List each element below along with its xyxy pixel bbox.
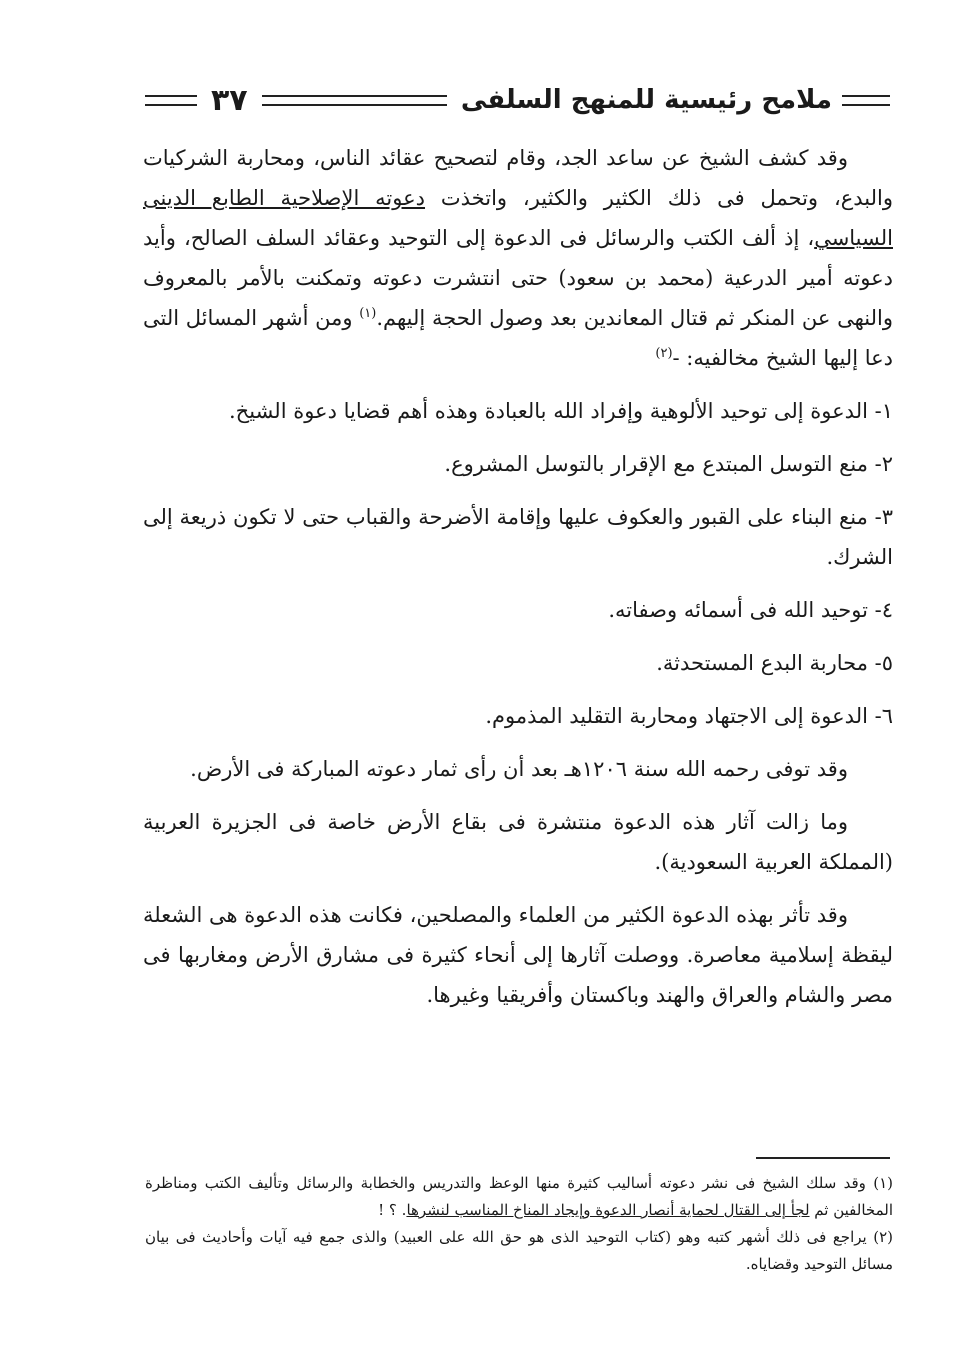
paragraph-intro	[143, 138, 893, 378]
running-header	[145, 78, 890, 122]
paragraph-legacy: وما زالت آثار هذه الدعوة منتشرة فى بقاع الأرض خاصة فى الجزيرة العربية (المملكة العربية السعودية).	[143, 810, 893, 874]
paragraph-influence: وقد تأثر بهذه الدعوة الكثير من العلماء والمصلحين، فكانت هذه الدعوة هى الشعلة ليقظة إسلامية معاصرة. ووصلت آثارها إلى أنحاء كثيرة فى مشارق الأرض ومغاربها فى مصر والشام والعراق والهند وباكستان وأفريقيا وغيرها.	[143, 903, 893, 1007]
header-rule-left	[145, 95, 197, 106]
footnote-separator	[756, 1157, 890, 1159]
list-item: ٦- الدعوة إلى الاجتهاد ومحاربة التقليد المذموم.	[485, 704, 893, 728]
text-span: ومن أشهر المسائل التى دعا إليها الشيخ مخالفيه: -	[143, 306, 893, 370]
list-item: ٥- محاربة البدع المستحدثة.	[656, 651, 893, 675]
header-rule-middle	[262, 95, 447, 106]
underlined-text: لجأ إلى القتال لحماية أنصار الدعوة وإيجاد المناخ المناسب لنشرها	[406, 1201, 810, 1219]
footnote-ref-1: (١)	[359, 306, 377, 321]
paragraph-death: وقد توفى رحمه الله سنة ١٢٠٦هـ بعد أن رأى ثمار دعوته المباركة فى الأرض.	[190, 757, 848, 781]
text-span: (١) وقد سلك الشيخ فى نشر دعوته أساليب كثيرة منها الوعظ والتدريس والخطابة والرسائل وتأليف الكتب ومناظرة المخالفين ثم	[145, 1174, 893, 1219]
list-item: ٤- توحيد الله فى أسمائه وصفاته.	[608, 598, 893, 622]
footnote-ref-2: (٢)	[655, 346, 673, 361]
list-item: ٣- منع البناء على القبور والعكوف عليها وإقامة الأضرحة والقباب حتى لا تكون ذريعة إلى الشرك.	[143, 505, 893, 569]
list-item: ١- الدعوة إلى توحيد الألوهية وإفراد الله بالعبادة وهذه أهم قضايا دعوة الشيخ.	[229, 399, 893, 423]
text-span: . ؟ !	[378, 1201, 407, 1219]
main-text	[143, 138, 893, 1028]
text-span: وقد كشف الشيخ عن ساعد الجد، وقام لتصحيح عقائد الناس، ومحاربة الشركيات والبدع، وتحمل فى ذلك الكثير والكثير، واتخذت	[143, 146, 893, 210]
footnote-1	[145, 1170, 893, 1224]
text-span: ، إذ ألف الكتب والرسائل فى الدعوة إلى التوحيد وعقائد السلف الصالح، وأيد دعوته أمير الدرعية (محمد بن سعود) حتى انتشرت دعوته وتمكنت بالأمر بالمعروف والنهى عن المنكر ثم قتال المعاندين بعد وصول الحجة إليهم.	[143, 226, 893, 330]
footnotes	[145, 1170, 893, 1278]
page-number: ٣٧	[211, 82, 248, 118]
header-rule-right	[842, 95, 890, 106]
underlined-text: دعوته الإصلاحية الطابع الدينى السياسي	[143, 186, 893, 250]
list-item: ٢- منع التوسل المبتدع مع الإقرار بالتوسل المشروع.	[444, 452, 893, 476]
footnote-2: (٢) يراجع فى ذلك أشهر كتبه وهو (كتاب التوحيد الذى هو حق الله على العبيد) والذى جمع فيه آيات وأحاديث فى بيان مسائل التوحيد وقضاياه.	[145, 1228, 893, 1273]
running-title: ملامح رئيسية للمنهج السلفى	[460, 85, 832, 115]
